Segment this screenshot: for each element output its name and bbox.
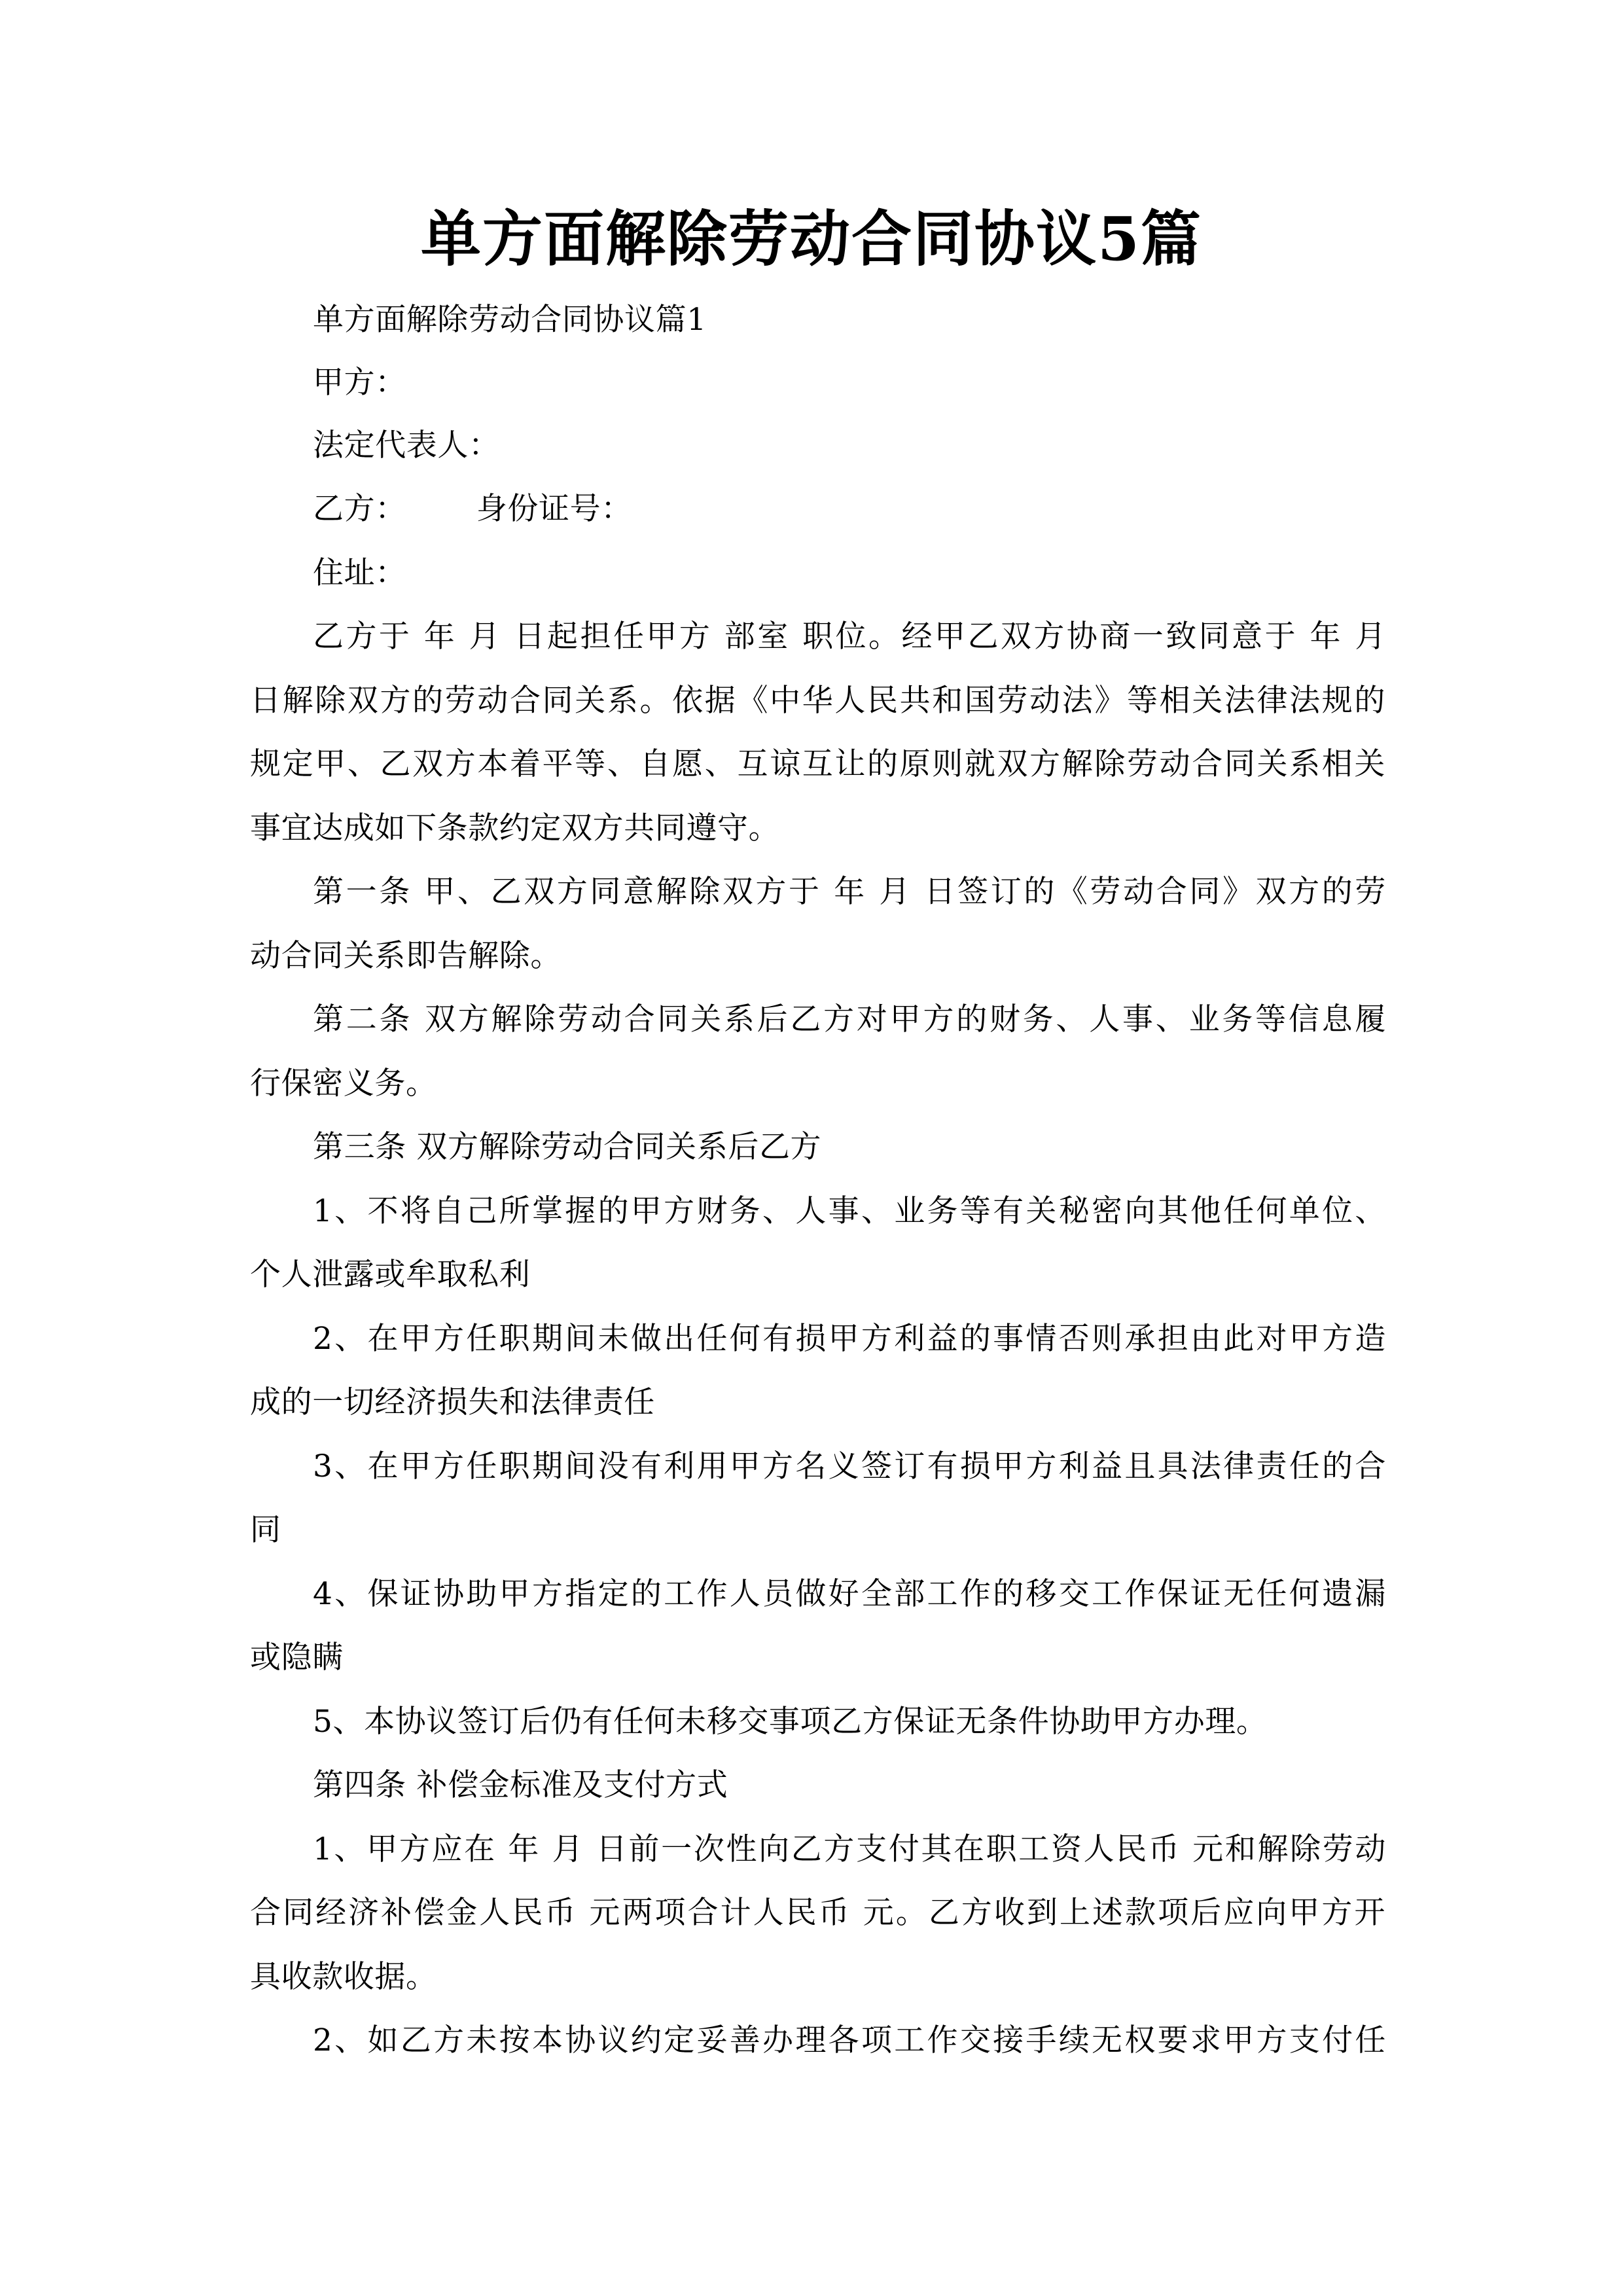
party-b-row <box>313 490 1386 529</box>
body-line: 合同经济补偿金人民币 元两项合计人民币 元。乙方收到上述款项后应向甲方开 <box>250 1895 1385 1931</box>
section-heading: 单方面解除劳动合同协议篇1 <box>313 302 707 338</box>
body-line: 行保密义务。 <box>250 1066 437 1102</box>
body-line: 4、保证协助甲方指定的工作人员做好全部工作的移交工作保证无任何遗漏 <box>313 1576 1386 1612</box>
body-line: 同 <box>250 1512 281 1548</box>
party-a-label: 甲方： <box>313 365 406 401</box>
document-title: 单方面解除劳动合同协议5篇 <box>420 204 1202 274</box>
body-line: 3、在甲方任职期间没有利用甲方名义签订有损甲方利益且具法律责任的合 <box>313 1448 1386 1484</box>
body-line: 乙方于 年 月 日起担任甲方 部室 职位。经甲乙双方协商一致同意于 年 月 <box>313 619 1386 655</box>
id-number-label: 身份证号： <box>476 491 632 527</box>
body-line: 事宜达成如下条款约定双方共同遵守。 <box>250 810 780 846</box>
body-line: 个人泄露或牟取私利 <box>250 1257 531 1293</box>
body-line: 规定甲、乙双方本着平等、自愿、互谅互让的原则就双方解除劳动合同关系相关 <box>250 746 1385 782</box>
legal-representative-label: 法定代表人： <box>313 427 500 463</box>
address-label: 住址： <box>313 555 406 591</box>
body-line: 第三条 双方解除劳动合同关系后乙方 <box>313 1129 822 1165</box>
body-line: 动合同关系即告解除。 <box>250 938 562 974</box>
body-line: 具收款收据。 <box>250 1959 437 1995</box>
body-line: 第四条 补偿金标准及支付方式 <box>313 1767 728 1803</box>
party-b-label: 乙方： <box>313 491 406 527</box>
body-line: 或隐瞒 <box>250 1640 344 1676</box>
body-line: 2、如乙方未按本协议约定妥善办理各项工作交接手续无权要求甲方支付任 <box>313 2022 1386 2058</box>
body-line: 5、本协议签订后仍有任何未移交事项乙方保证无条件协助甲方办理。 <box>313 1704 1268 1740</box>
body-line: 1、不将自己所掌握的甲方财务、人事、业务等有关秘密向其他任何单位、 <box>313 1193 1386 1229</box>
body-line: 第二条 双方解除劳动合同关系后乙方对甲方的财务、人事、业务等信息履 <box>313 1001 1386 1037</box>
body-line: 日解除双方的劳动合同关系。依据《中华人民共和国劳动法》等相关法律法规的 <box>250 683 1385 719</box>
body-line: 第一条 甲、乙双方同意解除双方于 年 月 日签订的《劳动合同》双方的劳 <box>313 874 1386 910</box>
body-line: 2、在甲方任职期间未做出任何有损甲方利益的事情否则承担由此对甲方造 <box>313 1321 1386 1357</box>
body-line: 1、甲方应在 年 月 日前一次性向乙方支付其在职工资人民币 元和解除劳动 <box>313 1831 1386 1867</box>
body-line: 成的一切经济损失和法律责任 <box>250 1384 655 1420</box>
